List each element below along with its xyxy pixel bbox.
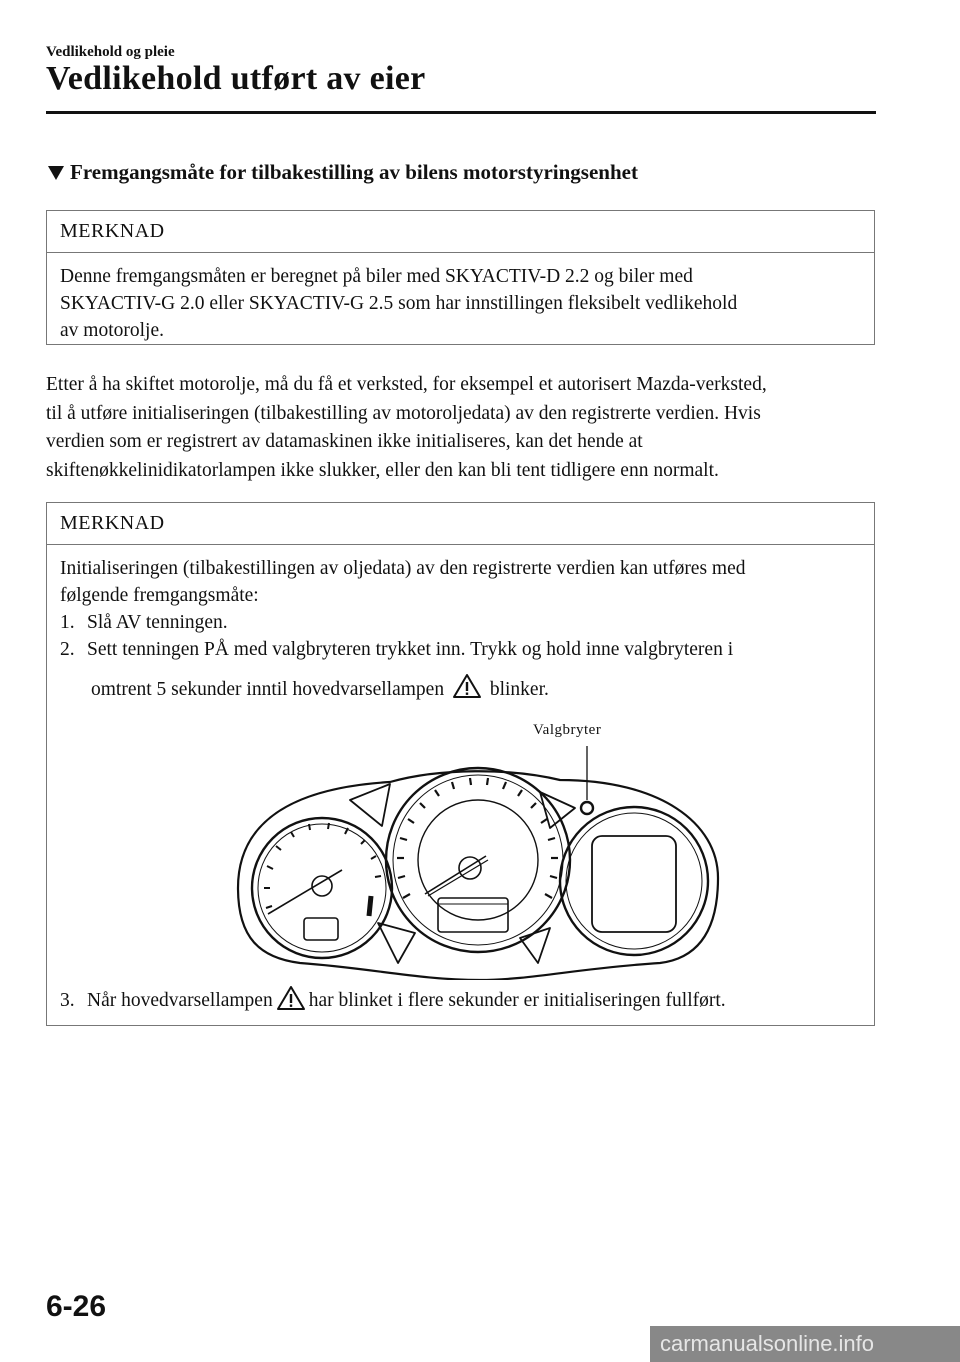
warning-triangle-icon bbox=[452, 673, 482, 707]
watermark-text: carmanualsonline.info bbox=[660, 1331, 875, 1356]
paragraph-line: verdien som er registrert av datamaskinen ikke initialiseres, kan det hende at bbox=[46, 431, 643, 452]
section-heading bbox=[46, 160, 638, 185]
title-rule bbox=[46, 111, 876, 114]
step-number: 3. bbox=[60, 990, 75, 1011]
note-label: MERKNAD bbox=[47, 211, 874, 253]
body-paragraph bbox=[46, 371, 876, 485]
step-3 bbox=[60, 985, 726, 1017]
select-switch-indicator bbox=[581, 802, 593, 814]
note-line: SKYACTIV-G 2.0 eller SKYACTIV-G 2.5 som har innstillingen fleksibelt vedlikehold bbox=[60, 293, 738, 314]
warning-triangle-icon bbox=[276, 985, 306, 1017]
step-number: 2. bbox=[60, 639, 75, 660]
paragraph-line: til å utføre initialiseringen (tilbakestilling av motoroljedata) av den registrerte verdien. Hvis bbox=[46, 402, 761, 424]
page-title: Vedlikehold utført av eier bbox=[46, 60, 426, 97]
step-1 bbox=[60, 609, 861, 636]
page-number: 6-26 bbox=[46, 1290, 107, 1323]
step-text: har blinket i flere sekunder er initialiseringen fullført. bbox=[308, 990, 726, 1011]
note-label: MERKNAD bbox=[47, 503, 874, 545]
note-line: av motorolje. bbox=[60, 320, 164, 341]
step-text: omtrent 5 sekunder inntil hovedvarsellampen bbox=[91, 679, 445, 700]
note-body bbox=[47, 253, 874, 344]
note-line: følgende fremgangsmåte: bbox=[60, 585, 259, 606]
step-text: Slå AV tenningen. bbox=[87, 612, 228, 633]
instrument-cluster-figure bbox=[230, 718, 730, 980]
paragraph-line: skiftenøkkelinidikatorlampen ikke slukker, eller den kan bli tent tidligere enn normalt. bbox=[46, 459, 719, 481]
watermark bbox=[650, 1326, 960, 1362]
paragraph-line: Etter å ha skiftet motorolje, må du få et verksted, for eksempel et autorisert Mazda-verksted, bbox=[46, 374, 767, 395]
figure-label-valgbryter: Valgbryter bbox=[533, 722, 602, 738]
step-text: blinker. bbox=[489, 679, 549, 700]
note-line: Denne fremgangsmåten er beregnet på biler med SKYACTIV-D 2.2 og biler med bbox=[60, 266, 693, 287]
step-text: Sett tenningen PÅ med valgbryteren trykket inn. Trykk og hold inne valgbryteren i bbox=[87, 639, 734, 660]
breadcrumb: Vedlikehold og pleie bbox=[46, 44, 175, 60]
step-text: Når hovedvarsellampen bbox=[87, 990, 273, 1011]
step-number: 1. bbox=[60, 612, 75, 633]
note-box-1 bbox=[46, 210, 875, 345]
instrument-cluster-drawing bbox=[230, 718, 730, 980]
note-body bbox=[47, 545, 874, 707]
triangle-down-icon bbox=[48, 166, 64, 180]
step-2-continuation bbox=[60, 673, 861, 707]
section-heading-text: Fremgangsmåte for tilbakestilling av bilens motorstyringsenhet bbox=[70, 160, 638, 184]
note-line: Initialiseringen (tilbakestillingen av oljedata) av den registrerte verdien kan utføres med bbox=[60, 558, 746, 579]
step-2 bbox=[60, 636, 861, 663]
